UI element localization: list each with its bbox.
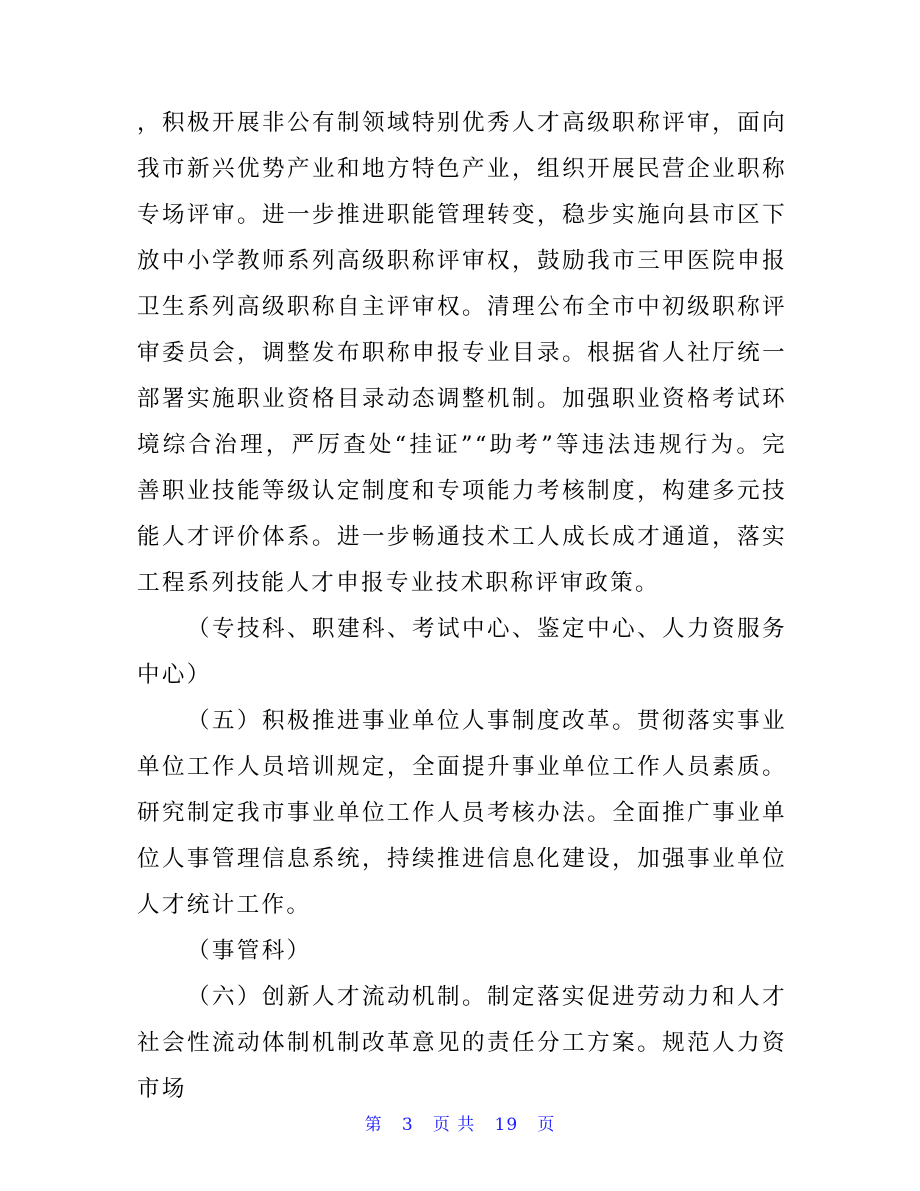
footer-prefix: 第	[364, 1115, 383, 1135]
paragraph-continuation: ，积极开展非公有制领域特别优秀人才高级职称评审，面向我市新兴优势产业和地方特色产业，组织开展民营企业职称专场评审。进一步推进职能管理转变，稳步实施向县市区下放中小学教师系列高级职称评审权，鼓励我市三甲医院申报卫生系列高级职称自主评审权。清理公布全市中初级职称评审委员会，调整发布职称申报专业目录。根据省人社厅统一部署实施职业资格目录动态调整机制。加强职业资格考试环境综合治理，严厉查处“挂证”“助考”等违法违规行为。完善职业技能等级认定制度和专项能力考核制度，构建多元技能人才评价体系。进一步畅通技术工人成长成才通道，落实工程系列技能人才申报专业技术职称评审政策。	[137, 110, 787, 596]
footer-total-pages: 19	[494, 1115, 519, 1135]
paragraph-departments-1: （专技科、职建科、考试中心、鉴定中心、人力资服务中心）	[137, 616, 787, 688]
paragraph-section-6: （六）创新人才流动机制。制定落实促进劳动力和人才社会性流动体制机制改革意见的责任分工方案。规范人力资市场	[137, 984, 787, 1102]
paragraph-departments-2: （事管科）	[187, 938, 312, 964]
footer-suffix: 页	[537, 1115, 556, 1135]
paragraph-section-5: （五）积极推进事业单位人事制度改革。贯彻落实事业单位工作人员培训规定，全面提升事业单位工作人员素质。研究制定我市事业单位工作人员考核办法。全面推广事业单位人事管理信息系统，持续推进信息化建设，加强事业单位人才统计工作。	[137, 708, 787, 918]
document-body	[137, 100, 787, 1112]
page-footer	[0, 1110, 920, 1135]
footer-page-number: 3	[401, 1115, 414, 1135]
footer-middle: 页 共	[432, 1115, 476, 1135]
